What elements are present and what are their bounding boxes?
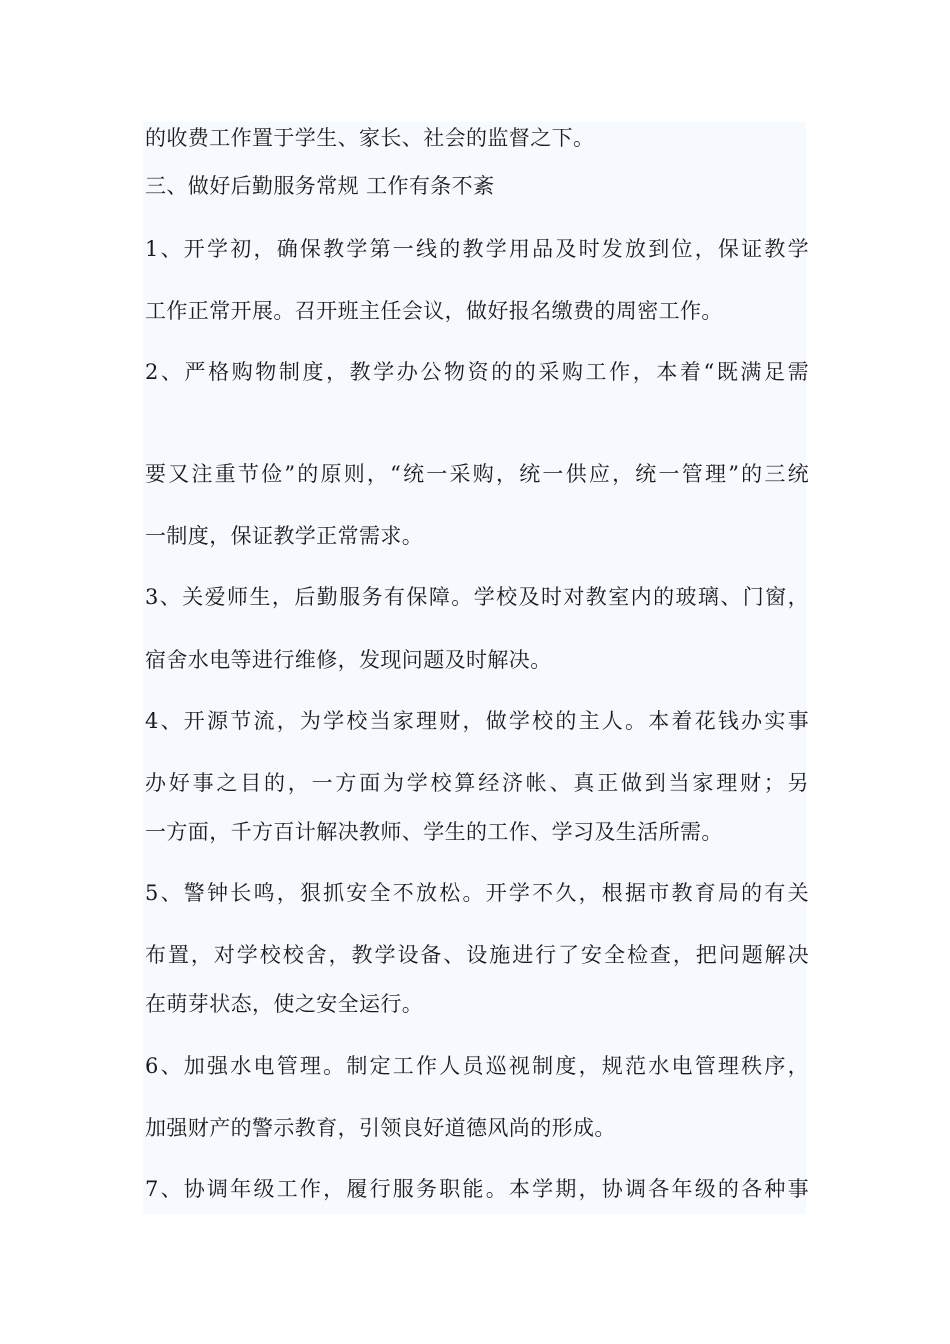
text-line-11: 办好事之目的，一方面为学校算经济帐、真正做到当家理财；另 [145,771,809,795]
text-line-3: 1、开学初，确保教学第一线的教学用品及时发放到位，保证教学 [145,237,809,261]
text-line-17: 加强财产的警示教育，引领良好道德风尚的形成。 [145,1116,616,1140]
text-line-15: 在萌芽状态，使之安全运行。 [145,992,424,1016]
section-heading: 三、做好后勤服务常规 工作有条不紊 [145,174,495,198]
text-line-18: 7、协调年级工作，履行服务职能。本学期，协调各年级的各种事 [145,1177,809,1201]
text-line-16: 6、加强水电管理。制定工作人员巡视制度，规范水电管理秩序， [145,1054,809,1078]
text-line-6: 要又注重节俭”的原则，“统一采购，统一供应，统一管理”的三统 [145,462,809,486]
text-line-14: 布置，对学校校舍，教学设备、设施进行了安全检查，把问题解决 [145,943,809,967]
text-line-7: 一制度，保证教学正常需求。 [145,524,424,548]
text-line-1: 的收费工作置于学生、家长、社会的监督之下。 [145,126,595,150]
text-line-10: 4、开源节流，为学校当家理财，做学校的主人。本着花钱办实事 [145,709,809,733]
text-line-4: 工作正常开展。召开班主任会议，做好报名缴费的周密工作。 [145,299,723,323]
text-line-8: 3、关爱师生，后勤服务有保障。学校及时对教室内的玻璃、门窗， [145,585,809,609]
text-line-12: 一方面，千方百计解决教师、学生的工作、学习及生活所需。 [145,820,723,844]
text-line-13: 5、警钟长鸣，狠抓安全不放松。开学不久，根据市教育局的有关 [145,881,809,905]
text-line-5: 2、严格购物制度，教学办公物资的的采购工作，本着“既满足需 [145,360,809,384]
text-line-9: 宿舍水电等进行维修，发现问题及时解决。 [145,648,552,672]
